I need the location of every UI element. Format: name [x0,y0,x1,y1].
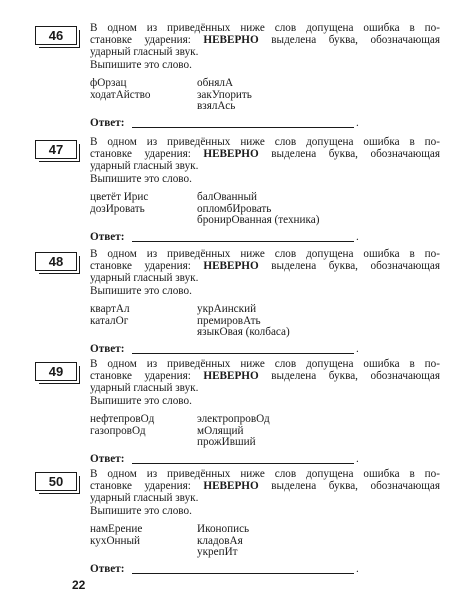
word: балОванный [197,191,257,203]
answer-label: Ответ: [90,231,125,243]
task-number-box: 47 [35,140,77,159]
answer-dot: . [356,563,359,575]
answer-row [90,231,400,243]
word: кладовАя [197,534,243,547]
word: мОлящий [197,424,244,437]
answer-dot: . [356,453,359,465]
answer-row [90,343,400,355]
word-column-left [90,78,150,101]
word: обнялА [197,77,234,89]
instruction-line: В одном из приведённых ниже слов допущена ошибка в по- [90,248,440,260]
instruction-line: Выпишите это слово. [90,284,192,297]
instruction-text: выделена буква, обозначающая [258,34,440,47]
instruction-line: Выпишите это слово. [90,172,192,185]
task-50 [35,468,440,575]
answer-line[interactable] [132,463,354,464]
instruction-text: выделена буква, обозначающая [258,148,440,161]
instruction-line: ударный гласный звук. [90,382,199,395]
word-column-left [90,414,154,437]
word-column-right [197,78,252,113]
word: закУпорить [197,88,252,101]
instruction-line: В одном из приведённых ниже слов допущена ошибка в по- [90,22,440,34]
instruction-emphasis: НЕВЕРНО [203,148,259,161]
task-instruction [90,358,440,407]
answer-dot: . [356,231,359,243]
word-column-right [197,304,290,339]
answer-label: Ответ: [90,563,125,575]
word: укрепИт [197,546,238,558]
instruction-text: выделена буква, обозначающая [258,480,440,493]
task-number-box: 50 [35,472,77,491]
instruction-text: выделена буква, обозначающая [258,260,440,273]
instruction-line [90,370,440,382]
word: цветёт Ирис [90,191,149,203]
word: прожИвший [197,436,256,448]
word: дозИровать [90,202,145,215]
answer-label: Ответ: [90,453,125,465]
task-instruction [90,468,440,517]
word-column-left [90,304,130,327]
answer-row [90,563,400,575]
page-number: 22 [72,578,86,592]
instruction-line: ударный гласный звук. [90,492,199,505]
instruction-text: становке ударения: [90,260,204,273]
task-number-box: 46 [35,26,77,45]
task-number-box: 48 [35,252,77,271]
task-number-box: 49 [35,362,77,381]
instruction-line: Выпишите это слово. [90,504,192,517]
instruction-line: В одном из приведённых ниже слов допущена ошибка в по- [90,358,440,370]
instruction-line: ударный гласный звук. [90,160,199,173]
instruction-line: В одном из приведённых ниже слов допущена ошибка в по- [90,468,440,480]
answer-row [90,117,400,129]
instruction-emphasis: НЕВЕРНО [203,34,259,47]
answer-line[interactable] [132,241,354,242]
answer-line[interactable] [132,127,354,128]
instruction-text: становке ударения: [90,370,204,383]
word: премировАть [197,314,261,327]
answer-dot: . [356,117,359,129]
task-49 [35,358,440,465]
answer-line[interactable] [132,573,354,574]
task-instruction [90,136,440,185]
instruction-line: В одном из приведённых ниже слов допущена ошибка в по- [90,136,440,148]
word: нефтепровОд [90,413,155,425]
answer-row [90,453,400,465]
word: каталОг [90,314,129,327]
word-column-left [90,524,142,547]
word: газопровОд [90,424,146,437]
word: взялАсь [197,100,236,112]
word: укрАинский [197,303,257,315]
word: квартАл [90,303,130,315]
instruction-line [90,34,440,46]
instruction-emphasis: НЕВЕРНО [203,480,259,493]
instruction-emphasis: НЕВЕРНО [203,370,259,383]
word-column-right [197,192,319,227]
instruction-line: ударный гласный звук. [90,46,199,59]
task-instruction [90,248,440,297]
word-column-left [90,192,148,215]
task-46 [35,22,440,129]
word: бронирОванная (техника) [197,214,320,226]
instruction-line [90,148,440,160]
word: ходатАйство [90,88,151,101]
word-column-right [197,414,270,449]
word: Иконопись [197,523,250,535]
instruction-line: Выпишите это слово. [90,394,192,407]
answer-line[interactable] [132,353,354,354]
word: электропровОд [197,413,270,425]
instruction-line [90,480,440,492]
task-instruction [90,22,440,71]
word-column-right [197,524,249,559]
answer-label: Ответ: [90,117,125,129]
word: фОрзац [90,77,127,89]
word: кухОнный [90,534,141,547]
instruction-line: ударный гласный звук. [90,272,199,285]
word: языкОвая (колбаса) [197,326,290,338]
instruction-text: становке ударения: [90,480,204,493]
instruction-line: Выпишите это слово. [90,58,192,71]
word: опломбИровать [197,202,272,215]
instruction-text: выделена буква, обозначающая [258,370,440,383]
word: намЕрение [90,523,143,535]
answer-dot: . [356,343,359,355]
task-47 [35,136,440,243]
instruction-text: становке ударения: [90,148,204,161]
instruction-emphasis: НЕВЕРНО [203,260,259,273]
instruction-text: становке ударения: [90,34,204,47]
answer-label: Ответ: [90,343,125,355]
instruction-line [90,260,440,272]
task-48 [35,248,440,355]
